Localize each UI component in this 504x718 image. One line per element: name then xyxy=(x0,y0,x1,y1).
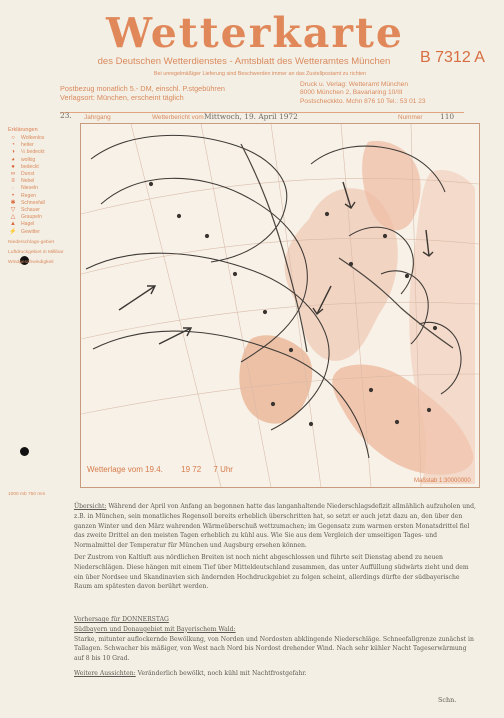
legend-item-label: Nieseln xyxy=(21,185,38,192)
thunderstorm-icon: ⚡ xyxy=(9,228,17,235)
number-label: Nummer xyxy=(398,114,423,121)
shower-icon: ▽ xyxy=(10,207,16,214)
weather-map xyxy=(80,123,480,488)
legend-item xyxy=(8,135,72,142)
outlook-label: Weitere Aussichten: xyxy=(74,669,136,677)
legend-item xyxy=(8,157,72,164)
map-caption-mid: 19 72 xyxy=(181,465,202,474)
legend-item xyxy=(8,193,72,200)
report-label: Wetterbericht vom xyxy=(152,114,204,121)
publisher-line: Druck u. Verlag: Wetteramt München xyxy=(300,81,408,88)
publication-place-line: Verlagsort: München, erscheint täglich xyxy=(60,93,184,103)
legend-item xyxy=(8,200,72,207)
hail-icon: ▲ xyxy=(10,221,16,228)
fog-icon: ≡ xyxy=(11,178,15,185)
legend-item-label: heiter xyxy=(21,142,34,149)
forecast-section xyxy=(74,615,476,679)
page-title: Wetterkarte xyxy=(106,9,404,57)
map-caption-right: 7 Uhr xyxy=(213,465,233,474)
map-caption xyxy=(87,465,233,474)
legend-item-label: Nebel xyxy=(21,178,35,185)
legend-note-precip: Niederschlags-gebiet xyxy=(8,239,54,245)
legend-item-label: wolkig xyxy=(21,156,36,163)
year-label: Jahrgang xyxy=(84,114,111,121)
circle-full-icon: ● xyxy=(11,163,15,170)
drizzle-icon: ˒ xyxy=(12,185,14,192)
circle-quarter-icon: ◔ xyxy=(11,142,15,149)
circle-half-icon: ◑ xyxy=(11,149,15,156)
outlook-text: Veränderlich bewölkt, noch kühl mit Nachtfrostgefahr. xyxy=(137,669,307,677)
circle-open-icon: ○ xyxy=(11,135,15,141)
arrow-2 xyxy=(159,328,191,344)
report-date: Mittwoch, 19. April 1972 xyxy=(204,112,298,121)
page-subtitle: des Deutschen Wetterdienstes - Amtsblatt des Wetteramtes München xyxy=(97,56,391,67)
legend-item-label: Schauer xyxy=(21,207,40,214)
subscription-line: Postbezug monatlich 5.- DM, einschl. P.stgebühren xyxy=(60,84,225,93)
forecast-text: Starke, mitunter auflockernde Bewölkung, von Norden und Nordosten abklingende Niederschläge. Schneefallgrenze zunächst in Tallagen. Schwacher bis mäßiger, von West nach Nord bis Nordost drehender Wind. Nach sehr kühler Nacht Tageserwärmung auf 8 bis 10 Grad. xyxy=(74,635,474,663)
legend-note-pressure: Luftdruckgebiet in Millibar xyxy=(8,250,64,256)
address-line: 8000 München 2, Bavariaring 10/III xyxy=(300,89,403,97)
map-scale: Maßstab 1:30000000 xyxy=(414,478,471,484)
haze-icon: ∞ xyxy=(10,171,16,178)
delivery-notice: Bei unregelmäßiger Lieferung sind Beschwerden immer an das Zustellpostamt zu richten xyxy=(153,71,367,77)
legend-panel xyxy=(8,127,72,497)
arrow-1 xyxy=(119,286,155,310)
region-label: Südbayern und Donaugebiet mit Bayerischem Wald: xyxy=(74,625,236,633)
legend-item-label: Gewitter xyxy=(21,228,40,235)
legend-item-label: Hagel xyxy=(21,221,35,228)
signature: Schn. xyxy=(438,696,457,704)
overview-text: Während der April von Anfang an begonnen hatte das langanhaltende Niederschlagsdefizit allmählich aufzuholen und, z.B. in München, sein monatliches Regensoll bereits erheblich überschritten hat, so setzt er auch jetzt dazu an, den über den ganzen Winter und den März wahrenden Wärmeüberschuß wettzumachen; im Gegensatz zum warmen ersten Monatsdrittel fiel das zweite Drittel an den meisten Tagen erheblich zu kühl aus. Wie Sie aus dem Vergleich der umseitigen Tages- und Normalmittel der Temperatur für München und Augsburg ersehen können. xyxy=(74,503,476,550)
legend-item xyxy=(8,185,72,192)
legend-item-label: Schneefall xyxy=(21,199,45,206)
issue-code: B 7312 A xyxy=(420,49,485,66)
legend-item xyxy=(8,164,72,171)
graupel-icon: △ xyxy=(10,214,16,221)
legend-item xyxy=(8,178,72,185)
legend-footer: 1000 mb 750 mm xyxy=(8,492,46,497)
rain-icon: • xyxy=(11,192,15,199)
overview-label: Übersicht: xyxy=(74,503,107,510)
postal-line: Postscheckkto. Mchn 876 10 Tel.: 53 01 23 xyxy=(300,97,426,105)
legend-item xyxy=(8,214,72,221)
publisher-info xyxy=(300,81,426,106)
circle-three-quarter-icon: ◕ xyxy=(11,156,15,163)
legend-item-label: Dunst xyxy=(21,171,35,178)
legend-item xyxy=(8,229,72,236)
forecast-label: Vorhersage für DONNERSTAG xyxy=(74,616,169,623)
legend-title: Erklärungen xyxy=(8,127,38,133)
legend-item-label: Wolkenlos xyxy=(21,135,45,141)
overview-followup: Der Zustrom von Kaltluft aus nördlichen Breiten ist noch nicht abgeschlossen und führte seit Dienstag abend zu neuen Niederschlägen. Diese hängen mit einem Tief über Mitteldeutschland zusammen, das unter Auffüllung südwärts zieht und dem ein über Nordsee und Skandinavien sich ändernden Hochdruckgebiet zu folgen scheint, allerdings dürfte der südbayerische Raum am spätesten davon berührt werden. xyxy=(74,553,469,591)
overview-section xyxy=(74,502,476,592)
number-value: 110 xyxy=(440,112,455,121)
legend-item xyxy=(8,221,72,228)
subscription-info xyxy=(60,84,225,102)
legend-item-label: bedeckt xyxy=(21,163,39,170)
legend-note-wind: Windgeschwindigkeit xyxy=(8,260,54,266)
snow-icon: ✱ xyxy=(10,199,16,206)
legend-item xyxy=(8,149,72,156)
legend-item xyxy=(8,171,72,178)
legend-item-label: Graupeln xyxy=(21,214,42,221)
map-caption-left: Wetterlage vom 19.4. xyxy=(87,465,163,474)
legend-item-label: Regen xyxy=(21,192,37,199)
year-number: 23. xyxy=(60,111,72,120)
map-drawing xyxy=(81,124,479,487)
legend-item-label: ½ bedeckt xyxy=(21,149,45,156)
legend-item xyxy=(8,207,72,214)
